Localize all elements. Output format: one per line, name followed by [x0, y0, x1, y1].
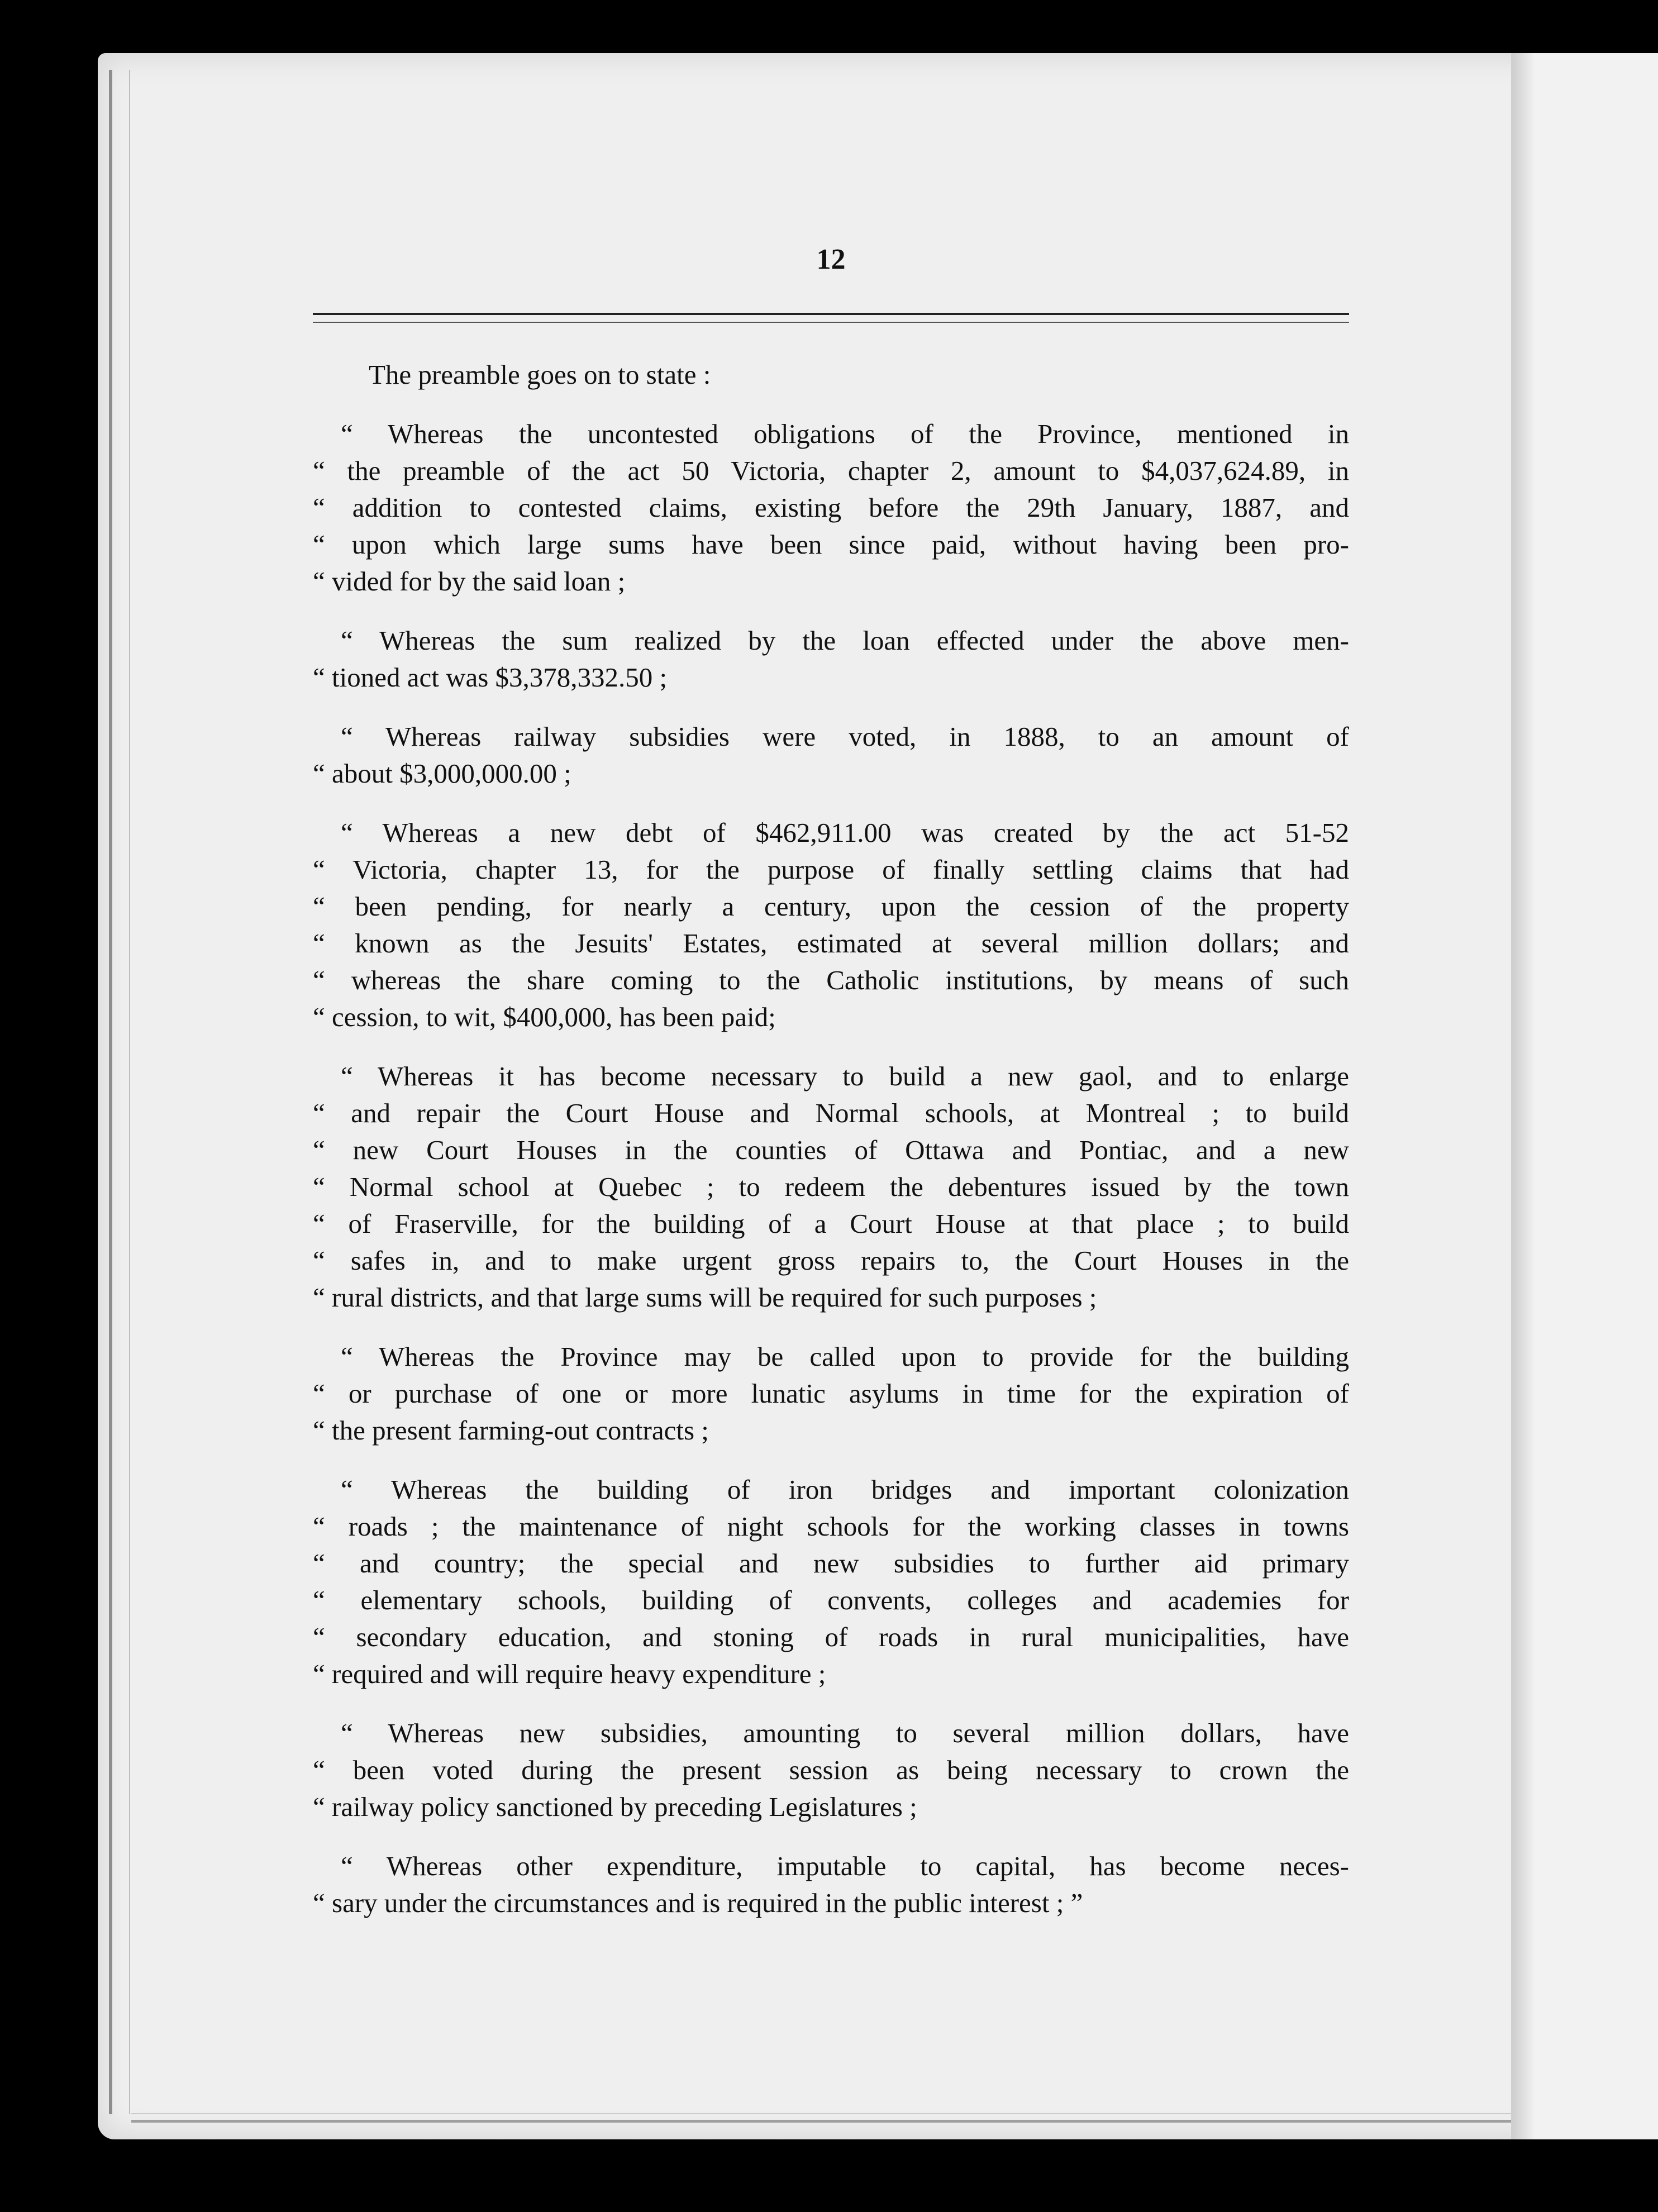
text-line: “ Whereas new subsidies, amounting to several million dollars, have: [341, 1718, 1349, 1748]
preamble-paragraph: [313, 622, 1349, 696]
text-line: “ Whereas the Province may be called upon to provide for the building: [341, 1341, 1349, 1372]
page-number: 12: [816, 244, 846, 275]
preamble-paragraph: [313, 1848, 1349, 1922]
body-text: [313, 356, 1349, 1922]
text-line: “ rural districts, and that large sums will be required for such purposes ;: [313, 1282, 1097, 1313]
text-line: “ safes in, and to make urgent gross repairs to, the Court Houses in the: [313, 1245, 1349, 1276]
quoted-preamble: [313, 416, 1349, 1922]
text-line: “ roads ; the maintenance of night schools for the working classes in towns: [313, 1511, 1349, 1542]
text-line: “ vided for by the said loan ;: [313, 566, 626, 597]
text-line: “ been pending, for nearly a century, upon the cession of the property: [313, 891, 1349, 922]
text-line: “ or purchase of one or more lunatic asylums in time for the expiration of: [313, 1378, 1349, 1409]
preamble-paragraph: [313, 1058, 1349, 1316]
text-line: “ Normal school at Quebec ; to redeem the debentures issued by the town: [313, 1171, 1349, 1202]
text-line: “ tioned act was $3,378,332.50 ;: [313, 662, 668, 693]
text-line: “ Whereas the building of iron bridges and important colonization: [341, 1474, 1349, 1505]
text-line: “ of Fraserville, for the building of a Court House at that place ; to build: [313, 1208, 1349, 1239]
text-line: “ the preamble of the act 50 Victoria, chapter 2, amount to $4,037,624.89, in: [313, 455, 1349, 486]
text-line: “ whereas the share coming to the Catholic institutions, by means of such: [313, 965, 1349, 995]
text-line: “ required and will require heavy expenditure ;: [313, 1658, 826, 1689]
header-rule: [313, 313, 1349, 323]
text-line: “ Whereas the uncontested obligations of the Province, mentioned in: [341, 418, 1349, 449]
text-line: “ the present farming-out contracts ;: [313, 1415, 709, 1446]
preamble-paragraph: [313, 718, 1349, 792]
text-line: “ addition to contested claims, existing before the 29th January, 1887, and: [313, 492, 1349, 523]
page-binding-edge: [109, 70, 130, 2114]
text-line: “ Whereas the sum realized by the loan effected under the above men-: [341, 625, 1349, 656]
intro-line: The preamble goes on to state :: [369, 359, 711, 390]
text-line: “ upon which large sums have been since paid, without having been pro-: [313, 529, 1349, 560]
preamble-paragraph: [313, 1715, 1349, 1825]
text-line: “ Whereas other expenditure, imputable to capital, has become neces-: [341, 1851, 1349, 1881]
page-bottom-edge: [131, 2113, 1519, 2123]
page-content: [313, 240, 1349, 1944]
text-line: “ about $3,000,000.00 ;: [313, 758, 571, 789]
text-line: “ been voted during the present session as being necessary to crown the: [313, 1755, 1349, 1785]
text-line: “ and country; the special and new subsidies to further aid primary: [313, 1548, 1349, 1579]
text-line: “ secondary education, and stoning of roads in rural municipalities, have: [313, 1622, 1349, 1652]
preamble-paragraph: [313, 1471, 1349, 1693]
text-line: “ Whereas a new debt of $462,911.00 was created by the act 51-52: [341, 817, 1349, 848]
text-line: “ railway policy sanctioned by preceding Legislatures ;: [313, 1791, 917, 1822]
text-line: “ new Court Houses in the counties of Ottawa and Pontiac, and a new: [313, 1134, 1349, 1165]
gutter-shadow: [1513, 53, 1535, 2139]
preamble-paragraph: [313, 416, 1349, 600]
preamble-paragraph: [313, 1338, 1349, 1449]
text-line: “ elementary schools, building of convents, colleges and academies for: [313, 1585, 1349, 1615]
text-line: “ Whereas railway subsidies were voted, in 1888, to an amount of: [341, 721, 1349, 752]
adjacent-page-edge: [1511, 53, 1658, 2139]
text-line: “ and repair the Court House and Normal schools, at Montreal ; to build: [313, 1098, 1349, 1128]
text-line: “ sary under the circumstances and is required in the public interest ; ”: [313, 1887, 1083, 1918]
text-line: “ cession, to wit, $400,000, has been paid;: [313, 1002, 776, 1032]
preamble-paragraph: [313, 814, 1349, 1036]
text-line: “ Whereas it has become necessary to build a new gaol, and to enlarge: [341, 1061, 1349, 1091]
text-line: “ known as the Jesuits' Estates, estimated at several million dollars; and: [313, 928, 1349, 959]
text-line: “ Victoria, chapter 13, for the purpose of finally settling claims that had: [313, 854, 1349, 885]
